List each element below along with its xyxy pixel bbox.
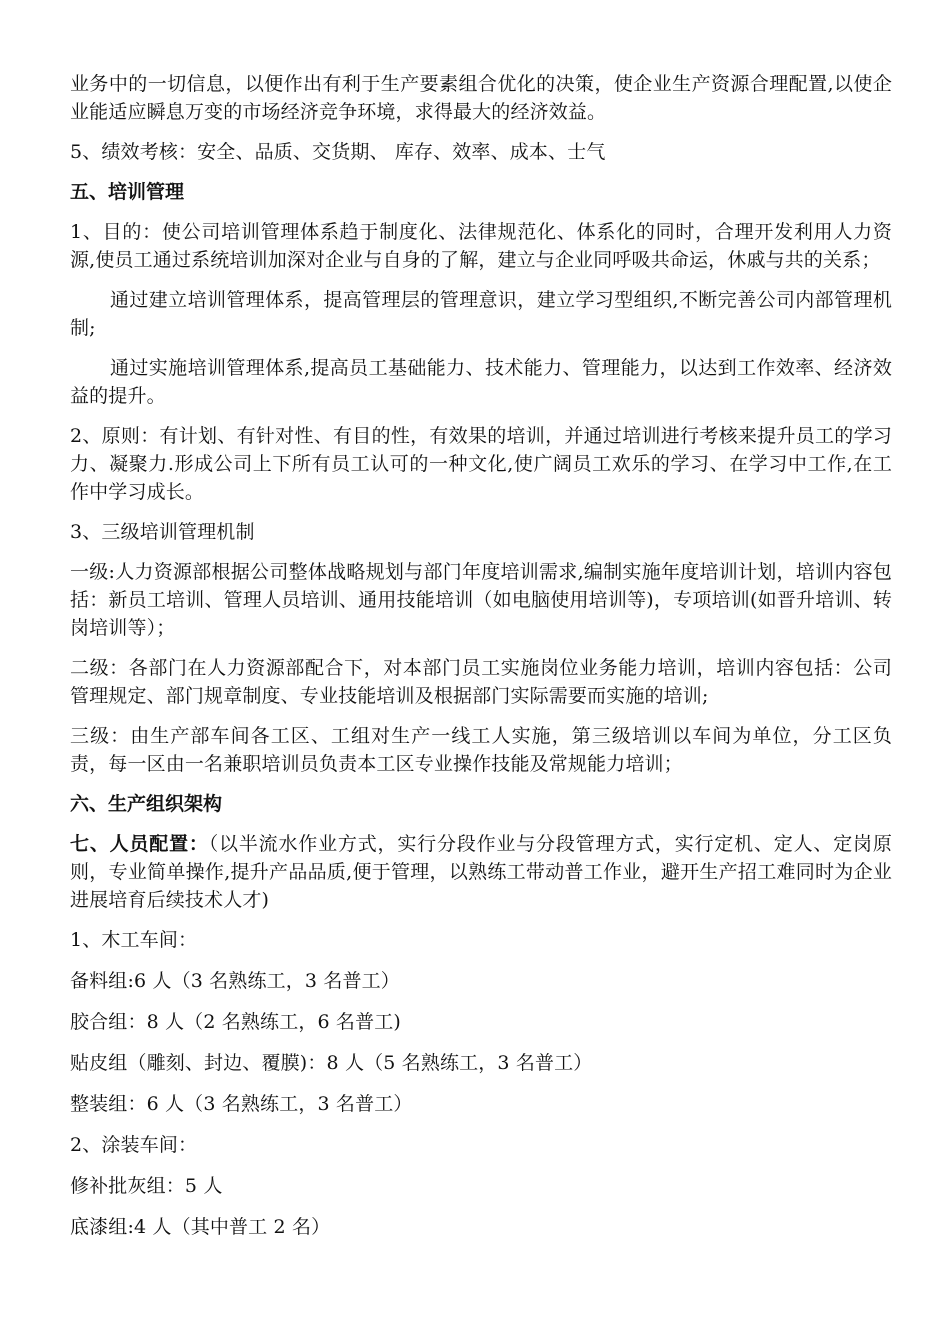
list-item-paint-workshop: 2、涂装车间： — [70, 1134, 198, 1156]
intro-paragraph: 业务中的一切信息，以便作出有利于生产要素组合优化的决策，使企业生产资源合理配置,以使企业能适应瞬息万变的市场经济竞争环境，求得最大的经济效益。 — [70, 73, 892, 123]
staff-text: （以半流水作业方式，实行分段作业与分段管理方式，实行定机、定人、定岗原则，专业简单操作,提升产品品质,便于管理，以熟练工带动普工作业，避开生产招工难同时为企业进展培育后续技术人才) — [70, 833, 892, 911]
performance-paragraph: 5、绩效考核：安全、品质、交货期、 库存、效率、成本、士气 — [70, 141, 606, 163]
list-item-prep-group: 备料组:6 人（3 名熟练工，3 名普工） — [70, 970, 400, 992]
purpose-paragraph-3: 通过实施培训管理体系,提高员工基础能力、技术能力、管理能力，以达到工作效率、经济效益的提升。 — [70, 357, 892, 407]
level2-paragraph: 二级：各部门在人力资源部配合下，对本部门员工实施岗位业务能力培训，培训内容包括：公司管理规定、部门规章制度、专业技能培训及根据部门实际需要而实施的培训; — [70, 657, 892, 707]
list-item-veneer-group: 贴皮组（雕刻、封边、覆膜)：8 人（5 名熟练工，3 名普工） — [70, 1052, 593, 1074]
list-item-glue-group: 胶合组：8 人（2 名熟练工，6 名普工) — [70, 1011, 401, 1033]
purpose-paragraph-2: 通过建立培训管理体系，提高管理层的管理意识，建立学习型组织,不断完善公司内部管理机制; — [70, 289, 892, 339]
staff-paragraph — [70, 830, 892, 914]
mechanism-paragraph: 3、三级培训管理机制 — [70, 521, 255, 543]
list-item-putty-group: 修补批灰组：5 人 — [70, 1175, 223, 1197]
staff-heading: 七、人员配置： — [70, 833, 209, 855]
list-item-wood-workshop: 1、木工车间： — [70, 929, 198, 951]
training-heading: 五、培训管理 — [70, 181, 185, 203]
level3-paragraph: 三级：由生产部车间各工区、工组对生产一线工人实施，第三级培训以车间为单位，分工区负责，每一区由一名兼职培训员负责本工区专业操作技能及常规能力培训； — [70, 725, 892, 775]
purpose-paragraph: 1、目的：使公司培训管理体系趋于制度化、法律规范化、体系化的同时，合理开发利用人力资源,使员工通过系统培训加深对企业与自身的了解，建立与企业同呼吸共命运，休戚与共的关系； — [70, 221, 892, 271]
org-heading: 六、生产组织架构 — [70, 793, 223, 815]
level1-paragraph: 一级:人力资源部根据公司整体战略规划与部门年度培训需求,编制实施年度培训计划，培训内容包括：新员工培训、管理人员培训、通用技能培训（如电脑使用培训等)，专项培训(如晋升培训、转岗培训等）； — [70, 561, 892, 639]
list-item-primer-group: 底漆组:4 人（其中普工 2 名） — [70, 1216, 331, 1238]
document-page — [70, 70, 892, 1254]
principle-paragraph: 2、原则：有计划、有针对性、有目的性，有效果的培训，并通过培训进行考核来提升员工的学习力、凝聚力.形成公司上下所有员工认可的一种文化,使广阔员工欢乐的学习、在学习中工作,在工作中学习成长。 — [70, 425, 892, 503]
list-item-assembly-group: 整装组：6 人（3 名熟练工，3 名普工） — [70, 1093, 413, 1115]
